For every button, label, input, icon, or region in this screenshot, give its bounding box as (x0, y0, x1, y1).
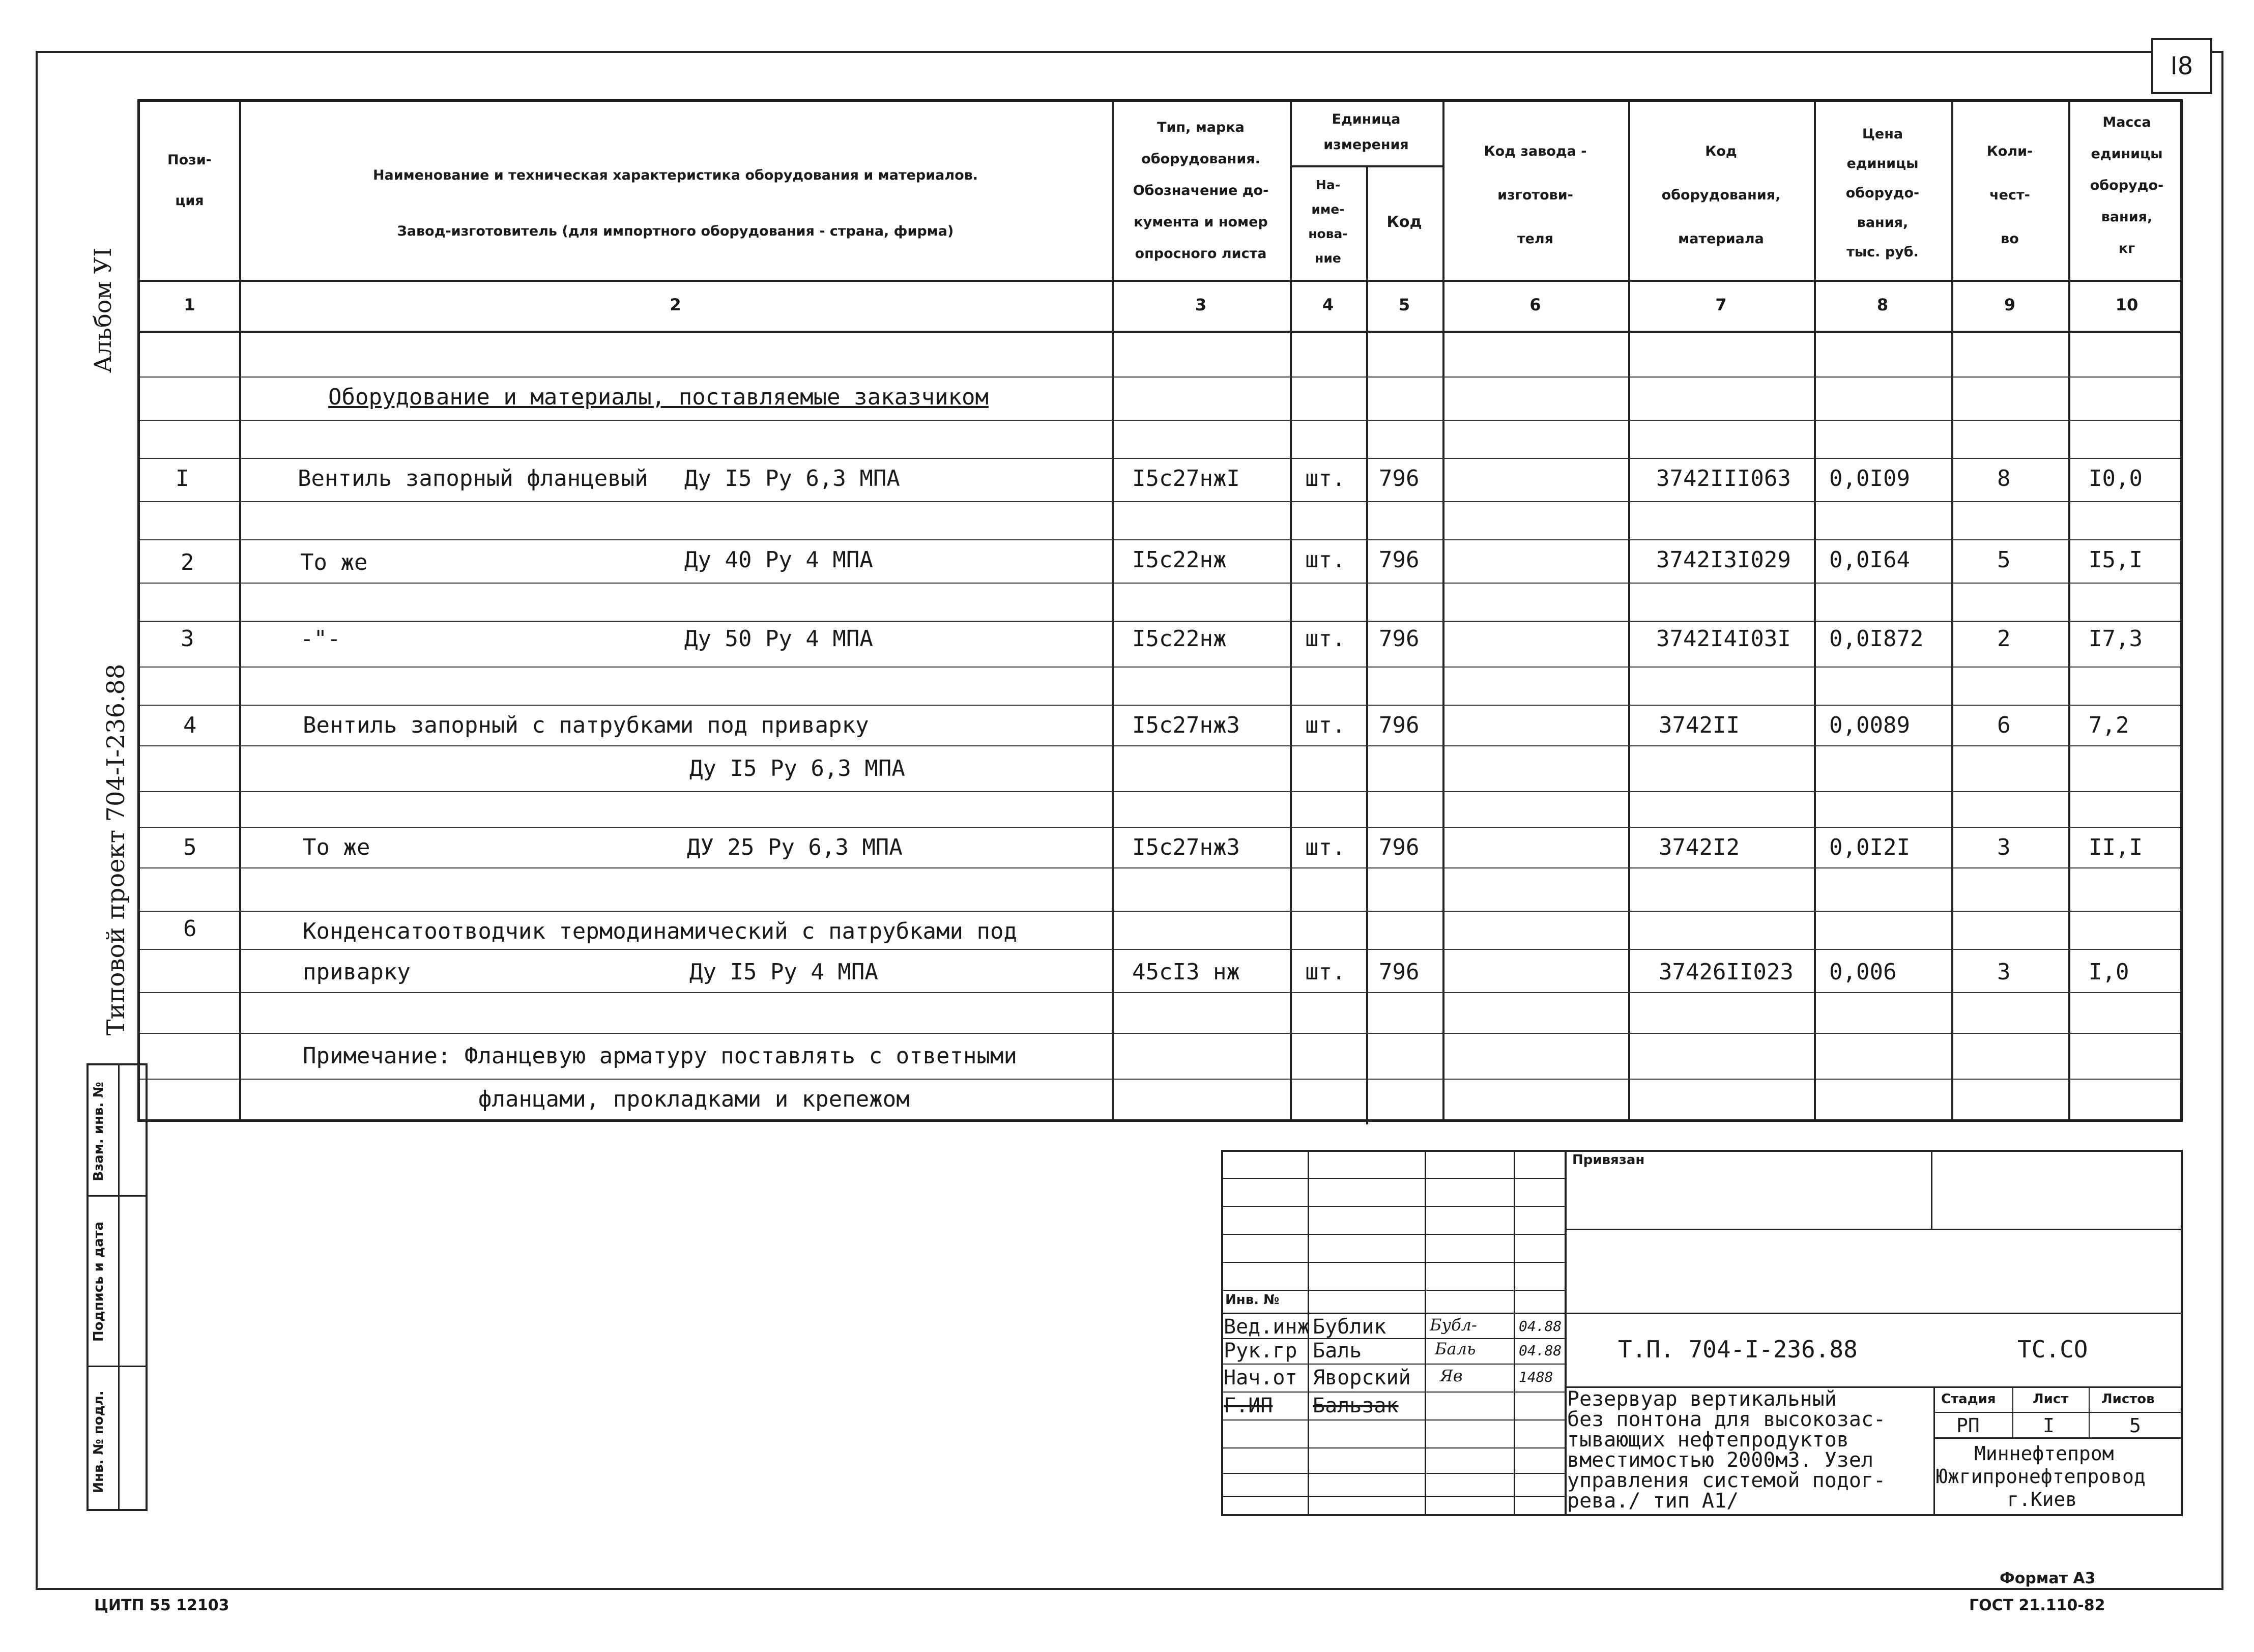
row-2-equip: 3742I3I029 (1656, 547, 1791, 573)
sheet-label: Лист (2033, 1392, 2069, 1407)
person-3-name: Яворский (1313, 1366, 1411, 1389)
footer-left-code: ЦИТП 55 12103 (94, 1597, 229, 1614)
org-line-2: Южгипронефтепровод (1936, 1465, 2146, 1488)
row-1-qty: 8 (1997, 466, 2011, 491)
person-4-role: Г.ИП (1224, 1394, 1273, 1417)
row-4-pos: 4 (183, 712, 197, 738)
row-5-unit: шт. (1305, 834, 1346, 860)
row-6-price: 0,006 (1829, 959, 1897, 985)
person-2-date: 04.88 (1519, 1342, 1562, 1359)
row-6-spec: Ду I5 Ру 4 МПА (689, 959, 878, 985)
row-5-type: I5с27нж3 (1132, 834, 1240, 860)
row-4-type: I5с27нж3 (1132, 712, 1240, 738)
row-4-qty: 6 (1997, 712, 2011, 738)
row-1-name: Вентиль запорный фланцевый (298, 466, 648, 491)
hdr-type: Тип, марка оборудования. Обозначение до- кумента и номер опросного листа (1133, 120, 1269, 262)
sheet-code: ТС.СО (2017, 1336, 2088, 1363)
row-4-unit: шт. (1305, 712, 1346, 738)
col-number-10: 10 (2115, 295, 2139, 314)
row-6-qty: 3 (1997, 959, 2011, 985)
row-2-spec: Ду 40 Ру 4 МПА (684, 547, 873, 573)
row-3-unit: шт. (1305, 626, 1346, 652)
row-3-code: 796 (1379, 626, 1420, 652)
col-number-8: 8 (1876, 295, 1889, 314)
row-4-name: Вентиль запорный с патрубками под приварку (303, 712, 869, 738)
page-number: I8 (2151, 38, 2212, 94)
col-number-9: 9 (2004, 295, 2016, 314)
row-4-price: 0,0089 (1829, 712, 1910, 738)
org-line-3: г.Киев (2007, 1488, 2077, 1511)
linked-label: Привязан (1572, 1152, 1645, 1168)
doc-code: Т.П. 704-I-236.88 (1618, 1336, 1858, 1363)
row-6-equip: 37426II023 (1659, 959, 1794, 985)
col-number-4: 4 (1322, 295, 1334, 314)
title-line-1: Резервуар вертикальный (1567, 1387, 1837, 1411)
title-line-2: без понтона для высокозас- (1567, 1408, 1886, 1431)
hdr-unit-code: Код (1386, 213, 1422, 231)
footer-format: Формат А3 (2000, 1570, 2096, 1587)
row-3-equip: 3742I4I03I (1656, 626, 1791, 652)
section-title: Оборудование и материалы, поставляемые заказчиком (328, 384, 989, 410)
hdr-position: Пози- ция (167, 152, 212, 209)
row-5-mass: II,I (2089, 834, 2143, 860)
row-5-spec: ДУ 25 Ру 6,3 МПА (687, 834, 903, 860)
person-2-name: Баль (1313, 1339, 1362, 1363)
hdr-price: Цена единицы оборудо- вания, тыс. руб. (1845, 126, 1920, 260)
row-1-price: 0,0I09 (1829, 466, 1910, 491)
col-number-7: 7 (1715, 295, 1727, 314)
project-label: Типовой проект 704-I-236.88 (102, 663, 130, 1036)
row-6-type: 45сI3 нж (1132, 959, 1240, 985)
inventory-strip (86, 1063, 148, 1511)
row-6-name-cont: приварку (303, 959, 411, 985)
person-1-role: Вед.инж (1224, 1315, 1310, 1339)
person-2-sign: Баль (1435, 1339, 1476, 1358)
hdr-mass: Масса единицы оборудо- вания, кг (2090, 114, 2164, 256)
row-2-price: 0,0I64 (1829, 547, 1910, 573)
title-line-3: тывающих нефтепродуктов (1567, 1428, 1849, 1452)
inv-label-1: Взам. инв. № (91, 1082, 106, 1181)
inv-label-3: Инв. № подл. (91, 1390, 106, 1493)
title-line-5: управления системой подог- (1567, 1469, 1886, 1492)
row-6-code: 796 (1379, 959, 1420, 985)
hdr-name: Наименование и техническая характеристика оборудования и материалов. Завод-изготовитель (для импортного оборудования - страна, фирма) (372, 167, 978, 239)
title-block (1221, 1150, 2183, 1516)
row-5-equip: 3742I2 (1659, 834, 1740, 860)
row-3-price: 0,0I872 (1829, 626, 1924, 652)
row-6-mass: I,0 (2089, 959, 2129, 985)
row-2-pos: 2 (181, 549, 194, 575)
row-2-mass: I5,I (2089, 547, 2143, 573)
row-5-code: 796 (1379, 834, 1420, 860)
row-3-qty: 2 (1997, 626, 2011, 652)
row-3-spec: Ду 50 Ру 4 МПА (684, 626, 873, 652)
row-5-qty: 3 (1997, 834, 2011, 860)
inv-no-label: Инв. № (1225, 1292, 1280, 1308)
row-2-name: То же (300, 549, 368, 575)
person-1-sign: Бубл- (1430, 1315, 1477, 1335)
row-6-unit: шт. (1305, 959, 1346, 985)
person-3-sign: Яв (1440, 1366, 1463, 1385)
row-5-price: 0,0I2I (1829, 834, 1910, 860)
person-3-role: Нач.от (1224, 1366, 1297, 1389)
hdr-factory: Код завода - изготови- теля (1484, 143, 1587, 247)
hdr-equip-code: Код оборудования, материала (1661, 143, 1781, 247)
inv-label-2: Подпись и дата (91, 1221, 106, 1342)
row-1-code: 796 (1379, 466, 1420, 491)
row-1-unit: шт. (1305, 466, 1346, 491)
stage-label: Стадия (1941, 1392, 1996, 1407)
spec-table (137, 99, 2183, 1122)
row-2-code: 796 (1379, 547, 1420, 573)
col-number-6: 6 (1529, 295, 1541, 314)
hdr-unit: Единица измерения (1323, 111, 1409, 153)
row-6-name: Конденсатоотводчик термодинамический с патрубками под (303, 918, 1017, 944)
row-5-name: То же (303, 834, 370, 860)
person-3-date: 1488 (1519, 1369, 1553, 1385)
row-2-qty: 5 (1997, 547, 2011, 573)
stage-value: РП (1956, 1414, 1980, 1437)
col-number-5: 5 (1398, 295, 1410, 314)
hdr-qty: Коли- чест- во (1986, 143, 2033, 247)
person-4-name: Бальзак (1313, 1394, 1399, 1417)
note-line-1: Примечание: Фланцевую арматуру поставлять с ответными (303, 1043, 1017, 1069)
row-3-pos: 3 (181, 626, 194, 652)
row-4-mass: 7,2 (2089, 712, 2129, 738)
footer-gost: ГОСТ 21.110-82 (1969, 1597, 2105, 1614)
row-1-pos: I (176, 466, 189, 491)
row-4-equip: 3742II (1659, 712, 1740, 738)
row-2-unit: шт. (1305, 547, 1346, 573)
title-line-6: рева./ тип А1/ (1567, 1489, 1739, 1513)
row-2-type: I5с22нж (1132, 547, 1227, 573)
row-1-mass: I0,0 (2089, 466, 2143, 491)
album-label: Альбом УI (89, 247, 117, 373)
col-number-3: 3 (1195, 295, 1207, 314)
row-1-type: I5с27нжI (1132, 466, 1240, 491)
note-line-2: фланцами, прокладками и крепежом (478, 1086, 910, 1112)
row-3-mass: I7,3 (2089, 626, 2143, 652)
person-1-date: 04.88 (1519, 1318, 1562, 1335)
sheets-label: Листов (2101, 1392, 2155, 1407)
person-2-role: Рук.гр (1224, 1339, 1297, 1363)
row-1-spec: Ду I5 Ру 6,3 МПА (684, 466, 900, 491)
title-line-4: вместимостью 2000м3. Узел (1567, 1448, 1874, 1472)
col-number-1: 1 (184, 295, 195, 314)
row-1-equip: 3742III063 (1656, 466, 1791, 491)
row-4-spec: Ду I5 Ру 6,3 МПА (689, 756, 905, 781)
person-1-name: Бублик (1313, 1315, 1386, 1339)
org-line-1: Миннефтепром (1974, 1442, 2114, 1465)
row-6-pos: 6 (183, 916, 197, 942)
row-3-type: I5с22нж (1132, 626, 1227, 652)
row-4-code: 796 (1379, 712, 1420, 738)
sheet-value: I (2043, 1414, 2055, 1437)
row-5-pos: 5 (183, 834, 197, 860)
col-number-2: 2 (670, 295, 681, 314)
sheets-value: 5 (2129, 1414, 2141, 1437)
row-3-name: -"- (300, 626, 341, 652)
hdr-unit-name: На- име- нова- ние (1308, 178, 1348, 266)
